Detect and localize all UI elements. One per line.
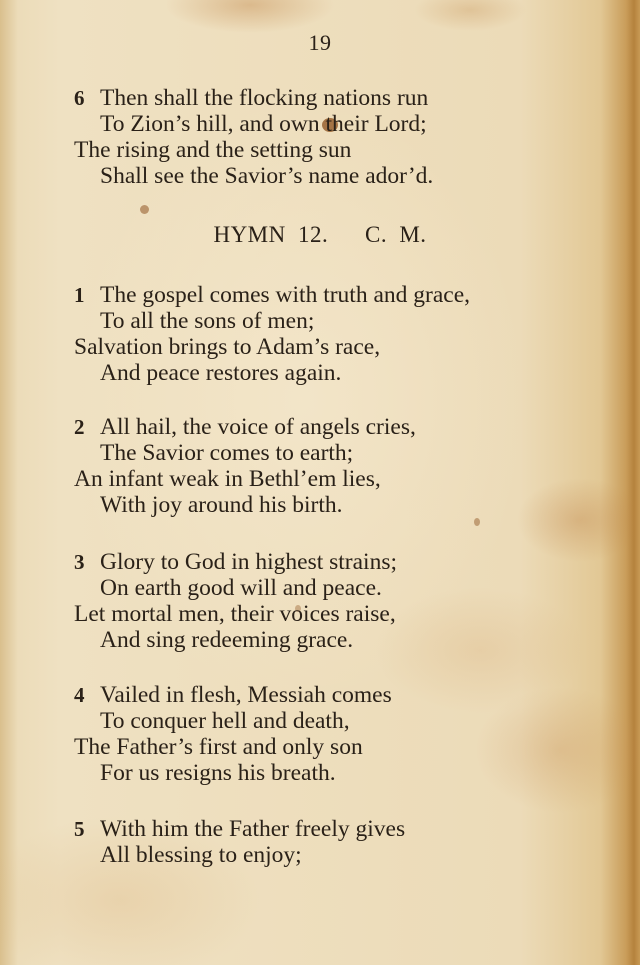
- previous-hymn-verse-6: [74, 85, 433, 189]
- verse-line: An infant weak in Bethl’em lies,: [74, 466, 381, 492]
- ink-stain: [140, 205, 149, 214]
- verse-line: Shall see the Savior’s name ador’d.: [100, 163, 434, 189]
- verse-number: 2: [74, 415, 85, 439]
- verse-number: 4: [74, 683, 85, 707]
- verse-line: The Father’s first and only son: [74, 734, 363, 760]
- page-number: 19: [308, 30, 332, 55]
- hymn-verse-2: [74, 414, 416, 518]
- hymn-verse-5: [74, 816, 405, 868]
- verse-line: 5 With him the Father freely gives: [74, 816, 406, 842]
- verse-number: 3: [74, 550, 85, 574]
- hymn-verse-3: [74, 549, 397, 653]
- verse-number: 5: [74, 817, 85, 841]
- verse-line: And sing redeeming grace.: [100, 627, 354, 653]
- hymn-title: HYMN 12. C. M.: [213, 222, 427, 247]
- verse-line: 3 Glory to God in highest strains;: [74, 549, 397, 575]
- verse-number: 6: [74, 86, 85, 110]
- verse-line: To all the sons of men;: [100, 308, 315, 334]
- verse-line: And peace restores again.: [100, 360, 342, 386]
- verse-line: The Savior comes to earth;: [100, 440, 354, 466]
- verse-line: On earth good will and peace.: [100, 575, 382, 601]
- verse-line: The rising and the setting sun: [74, 137, 352, 163]
- verse-line: Salvation brings to Adam’s race,: [74, 334, 381, 360]
- verse-line: Let mortal men, their voices raise,: [74, 601, 396, 627]
- verse-line: 4 Vailed in flesh, Messiah comes: [74, 682, 392, 708]
- verse-number: 1: [74, 283, 85, 307]
- hymn-verse-1: [74, 282, 470, 386]
- verse-line: For us resigns his breath.: [100, 760, 336, 786]
- verse-line: 1 The gospel comes with truth and grace,: [74, 282, 471, 308]
- verse-line: 2 All hail, the voice of angels cries,: [74, 414, 416, 440]
- verse-line: 6 Then shall the flocking nations run: [74, 85, 429, 111]
- ink-stain: [474, 518, 480, 526]
- verse-line: To Zion’s hill, and own their Lord;: [100, 111, 427, 137]
- verse-line: All blessing to enjoy;: [100, 842, 302, 868]
- verse-line: With joy around his birth.: [100, 492, 343, 518]
- hymn-verse-4: [74, 682, 392, 786]
- verse-line: To conquer hell and death,: [100, 708, 350, 734]
